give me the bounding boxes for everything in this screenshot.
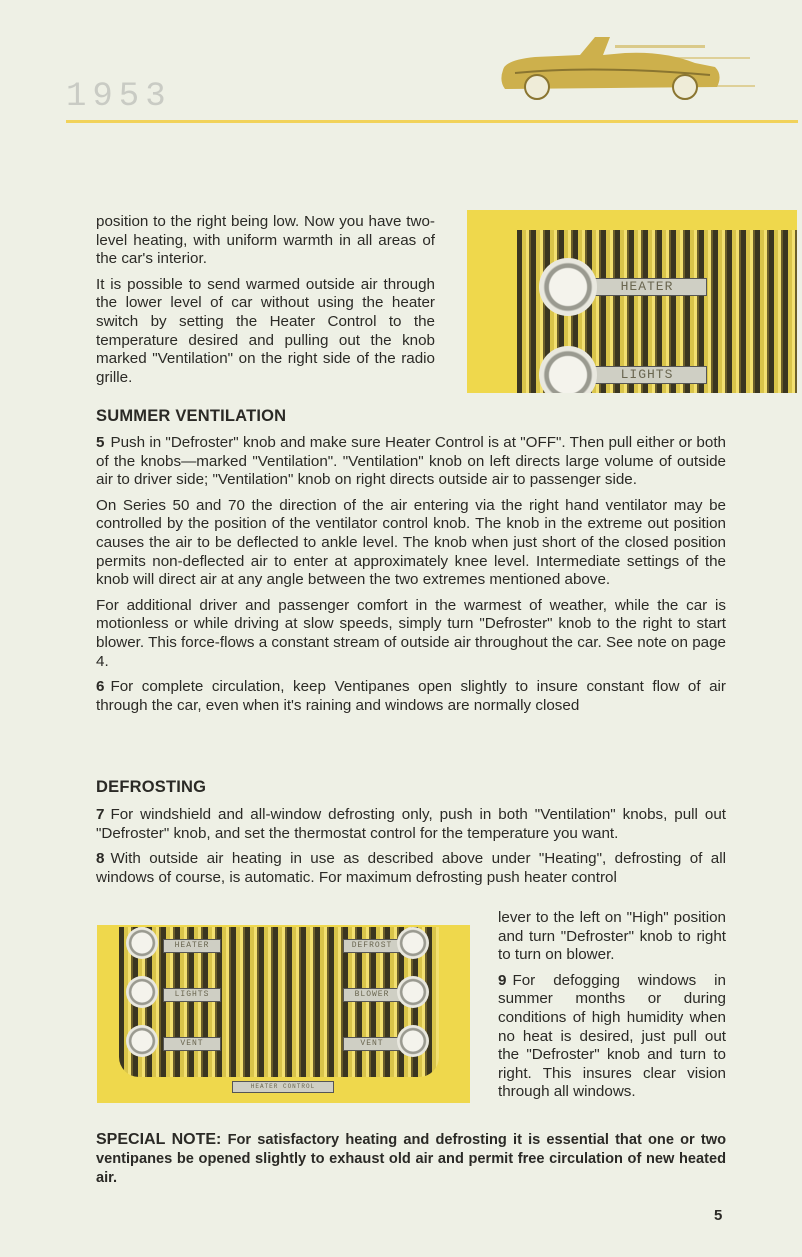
item-number: 8 xyxy=(96,850,105,868)
defrosting-heading: DEFROSTING xyxy=(96,778,207,796)
knob xyxy=(397,927,429,959)
knob xyxy=(126,976,158,1008)
car-illustration xyxy=(495,25,755,103)
defrosting-section xyxy=(96,806,726,887)
knob xyxy=(126,927,158,959)
vent-plate-right: VENT xyxy=(343,1037,401,1051)
knob xyxy=(397,1025,429,1057)
lights-plate: LIGHTS xyxy=(163,988,221,1002)
special-note-text: For satisfactory heating and defrosting it is essential that one or two ventipanes be opened slightly to exhaust old air and permit free circulation of new heated air. xyxy=(96,1132,726,1186)
item-number: 6 xyxy=(96,678,105,696)
item-7-text: For windshield and all-window defrosting only, push in both "Ventilation" knobs, pull out "Defroster" knob, and set the thermostat control for the temperature you want. xyxy=(96,806,726,842)
item-number: 9 xyxy=(498,971,507,989)
defrosting-side-text xyxy=(498,909,726,1109)
dashboard-controls-photo xyxy=(97,925,470,1103)
heater-lights-photo xyxy=(467,210,797,393)
intro-paragraph: position to the right being low. Now you have two-level heating, with uniform warmth in all areas of the car's interior. xyxy=(96,213,435,268)
heater-plate: HEATER xyxy=(163,939,221,953)
blower-plate: BLOWER xyxy=(343,988,401,1002)
item-number: 5 xyxy=(96,434,105,451)
defrost-plate: DEFROST xyxy=(343,939,401,953)
vent-plate-left: VENT xyxy=(163,1037,221,1051)
year-label: 1953 xyxy=(66,78,172,116)
page-number: 5 xyxy=(714,1207,723,1224)
heater-plate: HEATER xyxy=(587,278,707,296)
item-number: 7 xyxy=(96,806,105,823)
knob xyxy=(397,976,429,1008)
item-8-continued: lever to the left on "High" position and turn "Defroster" knob to right to turn on blower. xyxy=(498,909,726,964)
special-note xyxy=(96,1130,726,1188)
summer-section xyxy=(96,434,726,722)
item-8-text: With outside air heating in use as described above under "Heating", defrosting of all windows of course, is automatic. For maximum defrosting push heater control xyxy=(96,850,726,886)
intro-text xyxy=(96,213,435,394)
item-9-text: For defogging windows in summer months or during conditions of high humidity when no heat is desired, just pull out the "Defroster" knob and turn to right. This insures clear vision through all windows. xyxy=(498,971,726,1101)
special-note-label: SPECIAL NOTE: xyxy=(96,1131,222,1148)
item-6-text: For complete circulation, keep Ventipanes open slightly to insure constant flow of air through the car, even when it's raining and windows are normally closed xyxy=(96,678,726,714)
lights-plate: LIGHTS xyxy=(587,366,707,384)
knob xyxy=(126,1025,158,1057)
comfort-paragraph: For additional driver and passenger comfort in the warmest of weather, while the car is motionless or while driving at slow speeds, simply turn "Defroster" knob to the right to start blower. This force-flows a constant stream of outside air throughout the car. See note on page 4. xyxy=(96,596,726,670)
heater-control-plate: HEATER CONTROL xyxy=(232,1081,334,1093)
header-rule xyxy=(66,120,798,123)
heater-knob xyxy=(539,258,597,316)
intro-paragraph: It is possible to send warmed outside air through the lower level of car without using the heater switch by setting the Heater Control to the temperature desired and pulling out the knob marked "Ventilation" on the right side of the radio grille. xyxy=(96,275,435,386)
item-5-text: Push in "Defroster" knob and make sure Heater Control is at "OFF". Then pull either or both of the knobs—marked "Ventilation". "Ventilation" knob on left directs large volume of outside air to driver side; "Ventilation" knob on right directs outside air to passenger side. xyxy=(96,434,726,489)
series-paragraph: On Series 50 and 70 the direction of the air entering via the right hand ventilator may be controlled by the position of the ventilator control knob. The knob in the extreme out position causes the air to be deflected to ankle level. The knob when just short of the closed position permits non-deflected air to enter at approximately knee level. Intermediate settings of the knob will direct air at any angle between the two extremes mentioned above. xyxy=(96,496,726,589)
summer-heading: SUMMER VENTILATION xyxy=(96,407,287,425)
